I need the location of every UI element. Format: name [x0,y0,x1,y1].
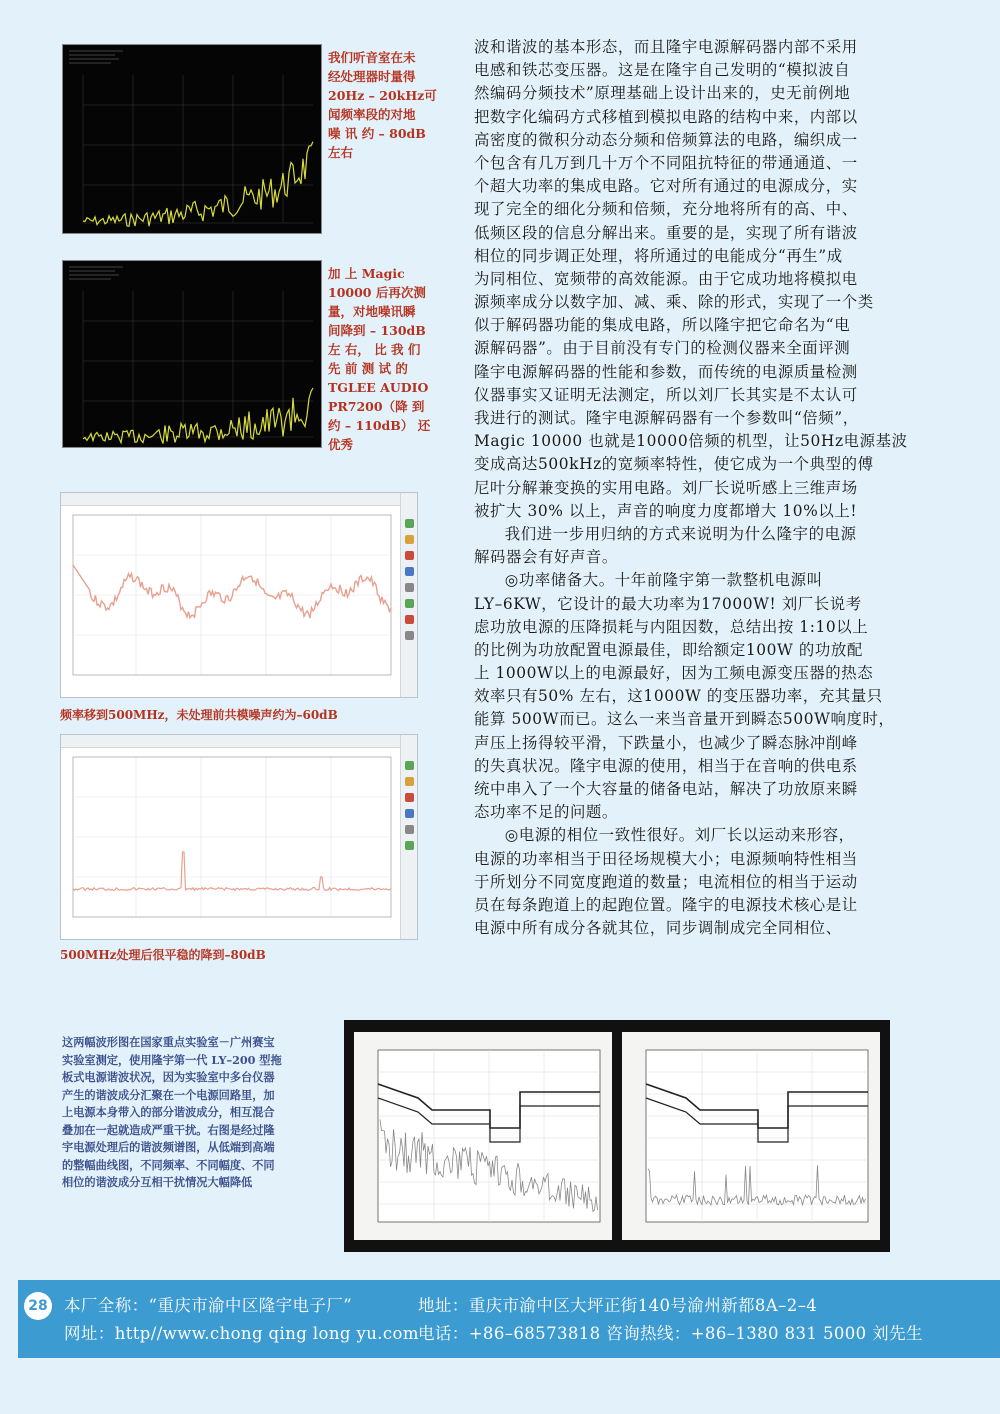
body-line: 员在每条跑道上的起跑位置。隆宇的电源技术核心是让 [474,895,858,914]
window-toolbar [400,735,417,939]
caption-line: 相位的谐波成分互相干扰情况大幅降低 [62,1175,253,1189]
analyzer-window-1 [60,492,418,698]
footer-website: 网址：http//www.chong qing long yu.com [64,1324,419,1343]
body-line: 统中串入了一个大容量的储备电站，解决了功放原来瞬 [474,780,858,798]
body-line: ◎电源的相位一致性很好。刘厂长以运动来形容， [504,826,855,845]
caption-line: 宇电源处理后的谐波频谱图，从低端到高端 [62,1140,275,1154]
tool-icon [405,631,414,640]
tool-icon [405,825,414,834]
page-number: 28 [24,1292,52,1320]
caption-line: 我们听音室在未 [328,50,416,65]
window-toolbar [400,493,417,697]
tool-icon [405,777,414,786]
tool-icon [405,567,414,576]
body-line: 被扩大 30% 以上，声音的响度力度都增大 10%以上! [474,501,858,520]
body-line: ◎功率储备大。十年前隆宇第一款整机电源叫 [504,571,823,590]
caption-spectrum-1 [328,48,437,162]
tool-icon [405,519,414,528]
spectrum-plot-1 [63,45,321,233]
body-line: 为同相位、宽频带的高效能源。由于它成功地将模拟电 [474,269,858,288]
spectrum-screenshot-1 [62,44,322,234]
caption-line: 左右 [328,145,354,160]
caption-line: TGLEE AUDIO [328,380,429,395]
spectrum-screenshot-2 [62,260,322,448]
harmonic-comparison-panel [344,1020,890,1252]
body-line: 源频率成分以数字加、减、乘、除的形式，实现了一个类 [474,293,874,312]
tool-icon [405,841,414,850]
caption-line: 约 – 110dB） 还 [328,418,431,433]
footer-address: 地址：重庆市渝中区大坪正街140号渝州新都8A–2–4 [418,1296,818,1315]
caption-line: 10000 后再次测 [328,285,426,300]
caption-line: 加 上 Magic [328,266,405,281]
caption-line: 间降到 – 130dB [328,323,426,338]
caption-line: 噪 讯 约 – 80dB [328,126,426,141]
spectrum-trace-2 [83,388,313,444]
body-line: 隆宇电源解码器的性能和参数，而传统的电源质量检测 [474,362,858,381]
caption-line: PR7200（降 到 [328,399,425,414]
footer-phone: 电话：+86–68573818 咨询热线：+86–1380 831 5000 刘先生 [418,1324,923,1343]
body-line: 似于解码器功能的集成电路，所以隆宇把它命名为“电 [474,316,851,335]
analyzer-trace-1 [73,565,391,618]
caption-line: 闻频率段的对地 [328,107,416,122]
tool-icon [405,761,414,770]
harmonic-chart-after [622,1032,880,1240]
footer-bar [18,1280,1000,1358]
caption-line: 经处理器时量得 [328,69,416,84]
caption-line: 先 前 测 试 的 [328,361,408,376]
body-line: 的比例为功放配置电源最佳，即给额定100W 的功放配 [474,640,863,659]
caption-spectrum-2 [328,264,430,454]
body-line: 电源中所有成分各就其位，同步调制成完全同相位、 [474,919,842,938]
caption-line: 上电源本身带入的部分谐波成分，相互混合 [62,1105,275,1119]
tool-icon [405,615,414,624]
analyzer-trace-2 [73,852,391,891]
tool-icon [405,809,414,818]
body-line: 效率只有50% 左右，这1000W 的变压器功率，充其量只 [474,687,883,706]
body-line: 态功率不足的问题。 [474,803,618,822]
caption-line: 量，对地噪讯瞬 [328,304,416,319]
body-line: 我们进一步用归纳的方式来说明为什么隆宇的电源 [504,524,857,543]
body-line: 仪器事实又证明无法测定，所以刘厂长其实是不太认可 [474,385,858,404]
body-line: 波和谐波的基本形态，而且隆宇电源解码器内部不采用 [474,38,858,56]
caption-line: 优秀 [328,437,354,452]
caption-line: 产生的谐波成分汇聚在一个电源回路里，加 [62,1087,275,1102]
caption-line: 的整幅曲线图，不同频率、不同幅度、不同 [62,1157,275,1172]
body-line: 现了完全的细化分频和倍频，充分地将所有的高、中、 [474,200,858,219]
caption-line: 这两幅波形图在国家重点实验室－广州赛宝 [62,1035,275,1049]
tool-icon [405,793,414,802]
tool-icon [405,535,414,544]
caption-line: 20Hz – 20kHz可 [328,88,437,103]
body-line: 虑功放电源的压降损耗与内阻因数，总结出按 1:10以上 [474,617,869,636]
body-line: 个包含有几万到几十万个不同阻抗特征的带通通道、一 [474,153,858,172]
body-line: 把数字化编码方式移植到模拟电路的结构中来，内部以 [474,107,858,126]
tool-icon [405,599,414,608]
body-line: 源解码器”。由于目前没有专门的检测仪器来全面评测 [474,339,851,358]
body-line: 声压上扬得较平滑，下跌量小，也减少了瞬态脉冲削峰 [474,733,858,752]
caption-line: 实验室测定，使用隆宇第一代 LY–200 型拖 [62,1052,282,1067]
caption-harmonic [62,1034,324,1192]
body-line: 相位的同步调正处理，将所通过的电能成分“再生”成 [474,246,843,265]
article-body [474,36,914,940]
body-line: 的失真状况。隆宇电源的使用，相当于在音响的供电系 [474,756,858,775]
body-line: 然编码分频技术”原理基础上设计出来的，史无前例地 [474,84,851,103]
caption-line: 叠加在一起就造成严重干扰。右图是经过隆 [62,1122,275,1137]
body-line: 高密度的微积分动态分频和倍频算法的电路，编织成一 [474,130,858,149]
caption-analyzer-2: 500MHz处理后很平稳的降到–80dB [60,948,266,962]
body-line: 电源的功率相当于田径场规模大小；电源频响特性相当 [474,849,858,868]
caption-line: 左 右， 比 我 们 [328,342,421,357]
body-line: 电感和铁芯变压器。这是在隆宇自己发明的“模拟波自 [474,61,851,80]
analyzer-plot-2 [61,747,399,937]
body-line: Magic 10000 也就是10000倍频的机型，让50Hz电源基波 [474,432,908,451]
harmonic-chart-before [354,1032,612,1240]
footer-factory-name: 本厂全称：“重庆市渝中区隆宇电子厂” [64,1296,353,1315]
tool-icon [405,583,414,592]
caption-line: 板式电源谐波状况，因为实验室中多台仪器 [62,1070,275,1084]
body-line: LY–6KW，它设计的最大功率为17000W! 刘厂长说考 [474,594,862,613]
body-line: 个超大功率的集成电路。它对所有通过的电源成分，实 [474,177,858,196]
body-line: 我进行的测试。隆宇电源解码器有一个参数叫“倍频”， [474,409,859,427]
body-line: 于所划分不同宽度跑道的数量；电流相位的相当于运动 [474,872,858,891]
body-line: 能算 500W而已。这么一来当音量开到瞬态500W响度时， [474,710,895,729]
body-line: 尼叶分解兼变换的实用电路。刘厂长说听感上三维声场 [474,478,858,497]
spectrum-trace-1 [83,142,313,227]
caption-analyzer-1: 频率移到500MHz，未处理前共模噪声约为–60dB [60,708,338,722]
body-line: 变成高达500kHz的宽频率特性，使它成为一个典型的傅 [474,455,874,474]
body-line: 低频区段的信息分解出来。重要的是，实现了所有谐波 [474,223,858,242]
spectrum-plot-2 [63,261,321,447]
body-line: 上 1000W以上的电源最好，因为工频电源变压器的热态 [474,664,874,683]
analyzer-plot-1 [61,505,399,695]
body-line: 解码器会有好声音。 [474,548,618,567]
tool-icon [405,551,414,560]
analyzer-window-2 [60,734,418,940]
